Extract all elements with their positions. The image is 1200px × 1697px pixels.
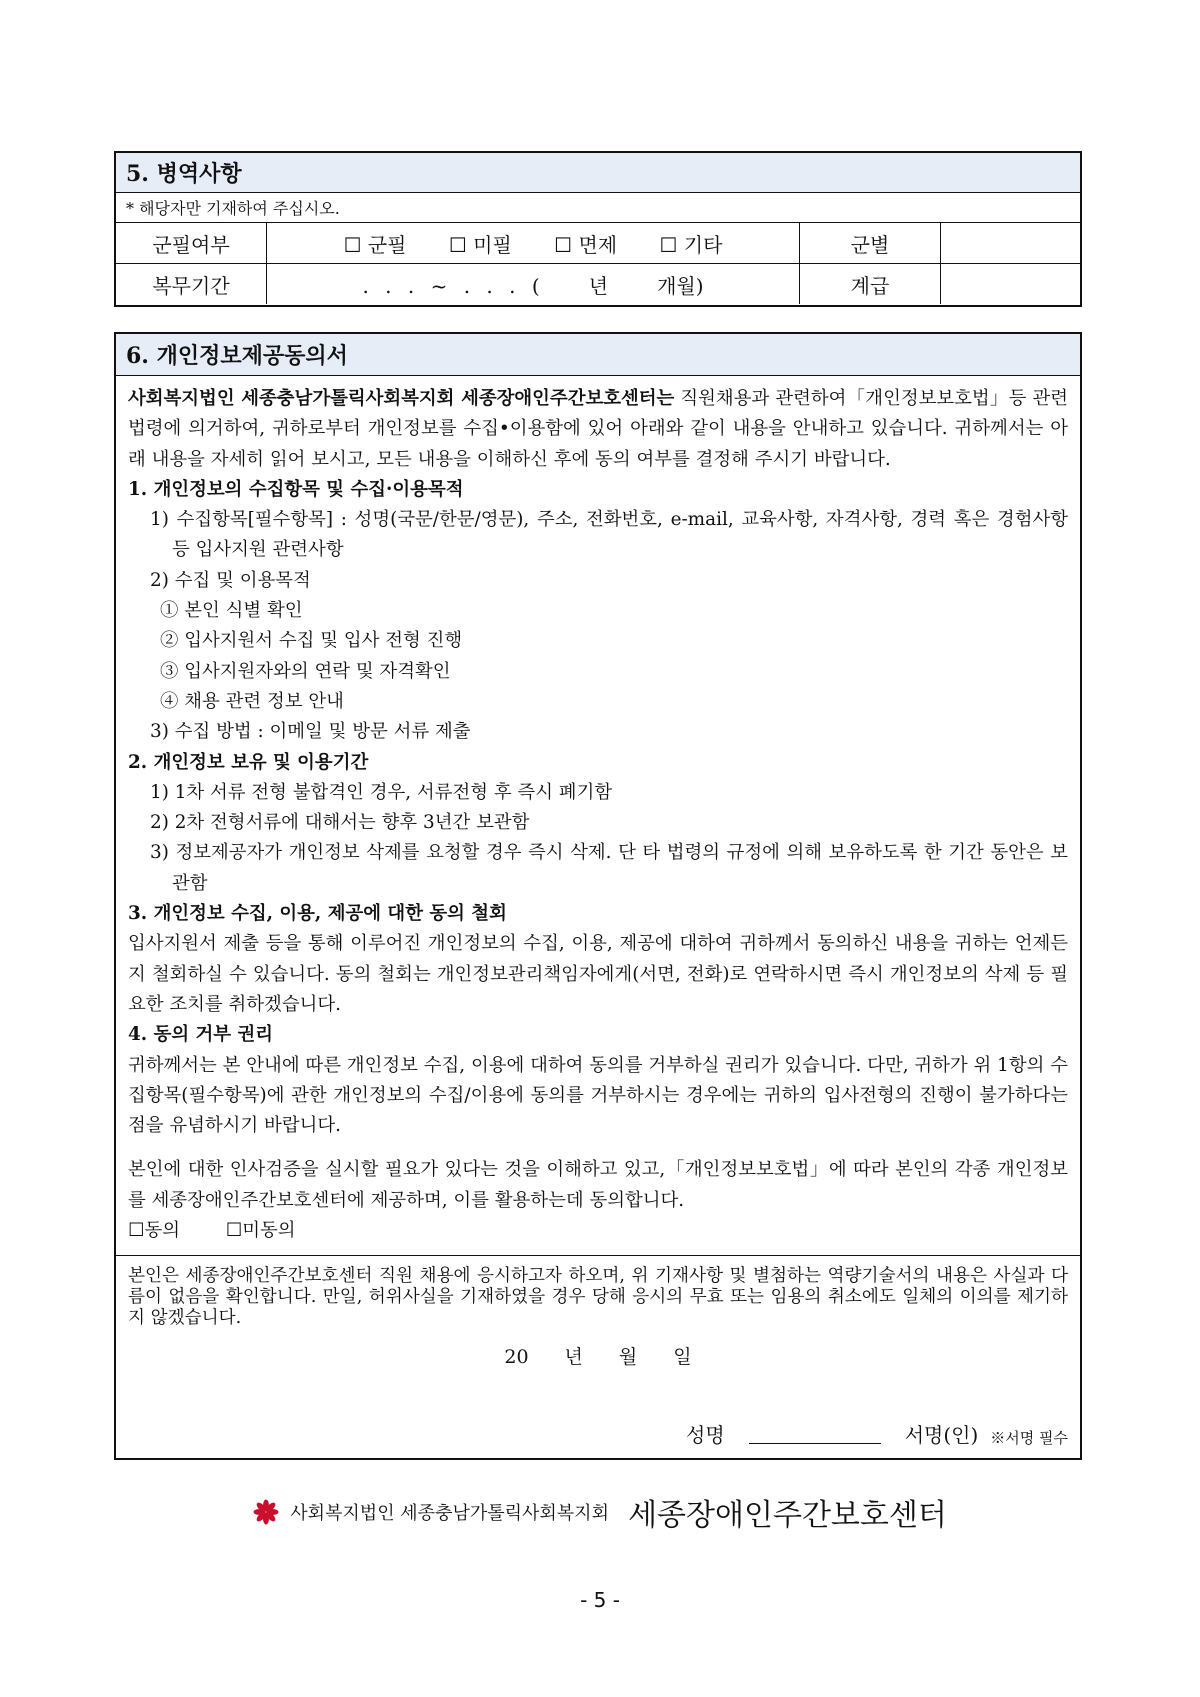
branch-value[interactable] — [941, 223, 1081, 264]
intro-text: 직원채용과 관련하여「개인정보보호법」등 관련 법령에 의거하여, 귀하로부터 개인정보를 수집•이용함에 있어 아래와 같이 내용을 안내하고 있습니다. 귀하께서는 아래 내용을 자세히 읽어 보시고, 모든 내용을 이해하신 후에 동의 여부를 결정해 주시기 바랍니다. — [128, 388, 1068, 470]
rank-value[interactable] — [941, 264, 1081, 305]
declaration-block — [116, 1256, 1080, 1368]
item-1-2: 2) 수집 및 이용목적 — [150, 569, 311, 591]
purpose-item: ④ 채용 관련 정보 안내 — [160, 690, 344, 712]
purpose-item: ① 본인 식별 확인 — [160, 600, 303, 622]
name-field[interactable] — [749, 1423, 881, 1444]
footer — [0, 1490, 1200, 1534]
date-year-unit: 년 — [564, 1346, 583, 1368]
signature-label: 서명(인) — [904, 1423, 979, 1447]
option-exempt[interactable]: ☐ 면제 — [554, 232, 618, 257]
name-label: 성명 — [686, 1423, 725, 1447]
heading-3: 3. 개인정보 수집, 이용, 제공에 대한 동의 철회 — [128, 903, 507, 925]
item-2-1: 1) 1차 서류 전형 불합격인 경우, 서류전형 후 즉시 폐기함 — [150, 781, 613, 803]
option-other[interactable]: ☐ 기타 — [659, 232, 723, 257]
rank-label: 계급 — [800, 264, 941, 305]
military-table — [116, 223, 1080, 304]
item-2-3: 3) 정보제공자가 개인정보 삭제를 요청할 경우 즉시 삭제. 단 타 법령의 규정에 의해 보유하도록 한 기간 동안은 보관함 — [150, 842, 1068, 894]
page-number: - 5 - — [580, 1588, 620, 1612]
agree-checkbox[interactable]: ☐동의 — [128, 1220, 181, 1242]
date-month-unit: 월 — [618, 1346, 638, 1368]
disagree-checkbox[interactable]: ☐미동의 — [225, 1220, 296, 1242]
purpose-item: ③ 입사지원자와의 연락 및 자격확인 — [160, 660, 451, 682]
withdrawal-text: 입사지원서 제출 등을 통해 이루어진 개인정보의 수집, 이용, 제공에 대하여 귀하께서 동의하신 내용을 귀하는 언제든지 철회하실 수 있습니다. 동의 철회는 개인정보관리책임자에게(서면, 전화)로 연락하시면 즉시 개인정보의 삭제 등 필요한 조치를 취하겠습니다. — [128, 933, 1068, 1015]
signature-line — [686, 1419, 1068, 1448]
service-status-label: 군필여부 — [152, 232, 230, 257]
org-logo-icon — [253, 1499, 279, 1525]
service-period-value[interactable]: . . . ~ . . . ( 년 개월) — [267, 264, 800, 305]
footer-org-small: 사회복지법인 세종충남가톨릭사회복지회 — [290, 1503, 609, 1524]
refusal-text: 귀하께서는 본 안내에 따른 개인정보 수집, 이용에 대하여 동의를 거부하실 권리가 있습니다. 다만, 귀하가 위 1항의 수집항목(필수항목)에 관한 개인정보의 수집/이용에 동의를 거부하시는 경우에는 귀하의 입사전형의 진행이 불가하다는 점을 유념하시기 바랍니다. — [128, 1054, 1068, 1137]
signature-note: ※서명 필수 — [990, 1429, 1068, 1447]
privacy-consent-section — [114, 332, 1082, 1460]
heading-2: 2. 개인정보 보유 및 이용기간 — [128, 751, 369, 773]
intro-paragraph — [128, 384, 1068, 475]
consent-body — [116, 376, 1080, 1256]
item-2-2: 2) 2차 전형서류에 대해서는 향후 3년간 보관함 — [150, 812, 530, 834]
section-title: 5. 병역사항 — [116, 153, 1080, 193]
branch-label: 군별 — [800, 223, 941, 264]
military-service-section — [114, 151, 1082, 307]
date-day-unit: 일 — [673, 1346, 692, 1368]
option-completed[interactable]: ☐ 군필 — [343, 232, 407, 257]
intro-org: 사회복지법인 세종충남가톨릭사회복지회 세종장애인주간보호센터는 — [128, 388, 675, 409]
date-year[interactable]: 20 — [504, 1346, 529, 1368]
declaration-text: 본인은 세종장애인주간보호센터 직원 채용에 응시하고자 하오며, 위 기재사항 및 별첨하는 역량기술서의 내용은 사실과 다름이 없음을 확인합니다. 만일, 허위사실을 기재하였을 경우 당해 응시의 무효 또는 임용의 취소에도 일체의 이의를 제기하지 않겠습니다. — [128, 1266, 1068, 1328]
service-status-options — [267, 223, 800, 264]
section-note: * 해당자만 기재하여 주십시오. — [116, 193, 1080, 223]
heading-4: 4. 동의 거부 권리 — [128, 1024, 273, 1046]
date-line — [128, 1347, 1068, 1368]
purpose-item: ② 입사지원서 수집 및 입사 전형 진행 — [160, 630, 463, 652]
item-1-3: 3) 수집 방법 : 이메일 및 방문 서류 제출 — [150, 721, 471, 743]
footer-org-large: 세종장애인주간보호센터 — [628, 1498, 947, 1533]
service-period-label: 복무기간 — [116, 264, 267, 305]
option-not-completed[interactable]: ☐ 미필 — [448, 232, 512, 257]
consent-choices — [128, 1216, 1068, 1246]
item-1-1: 1) 수집항목[필수항목] : 성명(국문/한문/영문), 주소, 전화번호, e-mail, 교육사항, 자격사항, 경력 혹은 경험사항 등 입사지원 관련사항 — [150, 509, 1068, 561]
consent-statement: 본인에 대한 인사검증을 실시할 필요가 있다는 것을 이해하고 있고,「개인정보보호법」에 따라 본인의 각종 개인정보를 세종장애인주간보호센터에 제공하며, 이를 활용하는데 동의합니다. — [128, 1159, 1068, 1211]
section-title: 6. 개인정보제공동의서 — [116, 334, 1080, 376]
heading-1: 1. 개인정보의 수집항목 및 수집·이용목적 — [128, 478, 464, 500]
